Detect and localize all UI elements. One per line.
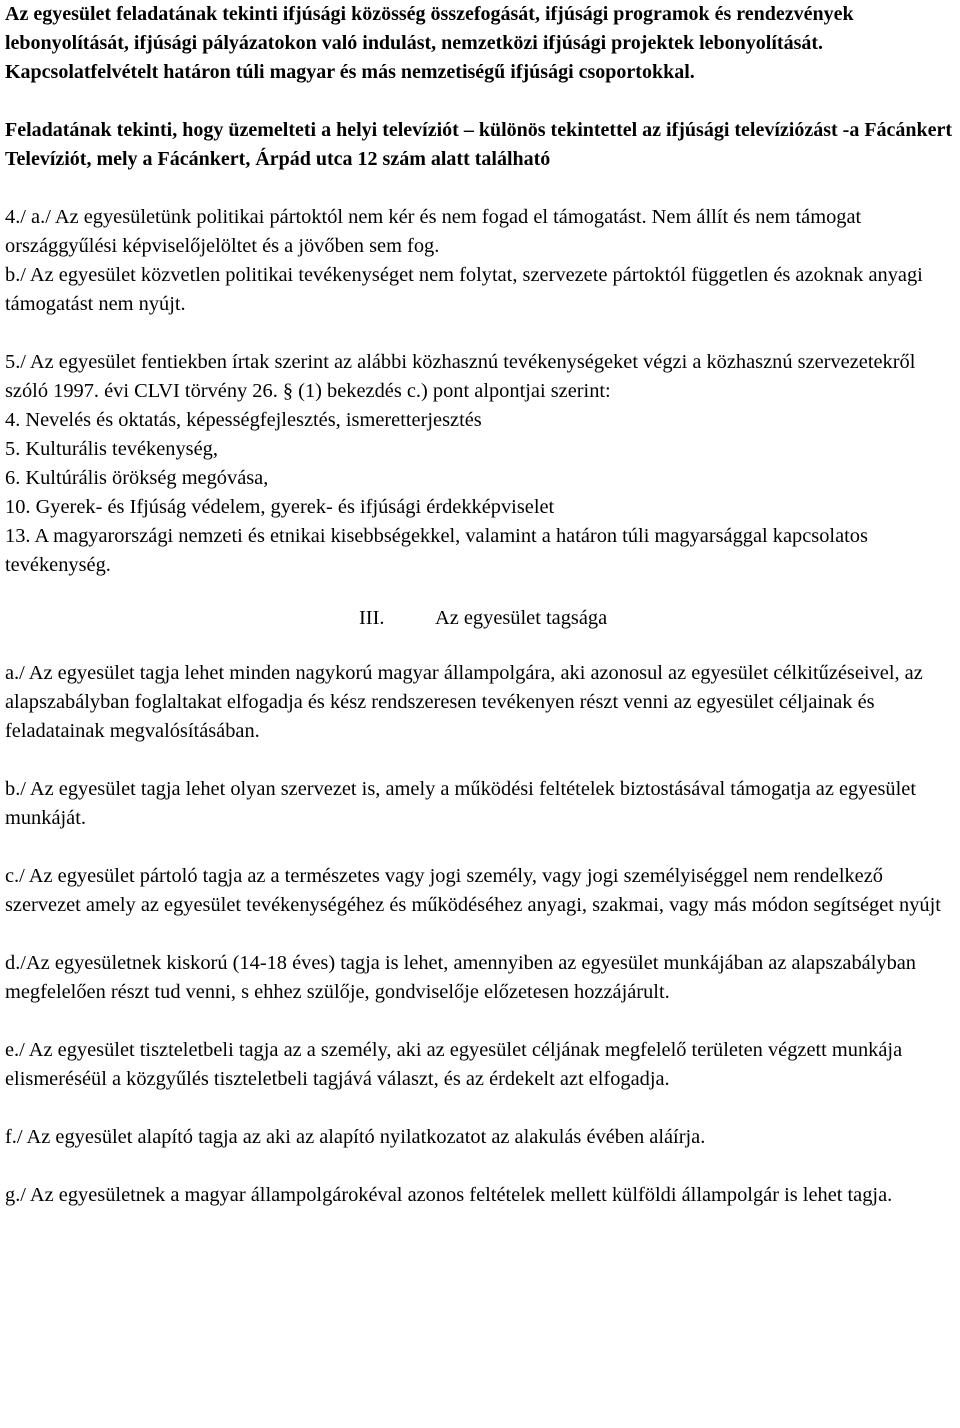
membership-paragraph-g: g./ Az egyesületnek a magyar állampolgárokéval azonos feltételek mellett külföldi állampolgár is lehet tagja.: [5, 1184, 893, 1206]
television-paragraph: Feladatának tekinti, hogy üzemelteti a helyi televíziót – különös tekintettel az ifjúsági televíziózást -a Fácánkert Televíziót, mely a Fácánkert, Árpád utca 12 szám alatt található: [5, 119, 953, 170]
membership-paragraph-a: a./ Az egyesület tagja lehet minden nagykorú magyar állampolgára, aki azonosul az egyesület célkitűzéseivel, az alapszabályban foglaltakat elfogadja és kész rendszeresen tevékenyen részt venni az egyesület céljainak és feladatainak megvalósításában.: [5, 662, 923, 742]
membership-paragraph-d: d./Az egyesületnek kiskorú (14-18 éves) tagja is lehet, amennyiben az egyesület munkájában az alapszabályban megfelelően részt tud venni, s ehhez szülője, gondviselője előzetesen hozzájárult.: [5, 952, 917, 1003]
membership-paragraph-f: f./ Az egyesület alapító tagja az aki az alapító nyilatkozatot az alakulás évében aláírja.: [5, 1126, 706, 1148]
membership-paragraph-c: c./ Az egyesület pártoló tagja az a természetes vagy jogi személy, vagy jogi személyiséggel nem rendelkező szervezet amely az egyesület tevékenységéhez és működéséhez anyagi, szakmai, vagy más módon segítséget nyújt: [5, 865, 941, 916]
list-item: 5. Kulturális tevékenység,: [5, 438, 218, 460]
intro-paragraph: Az egyesület feladatának tekinti ifjúsági közösség összefogását, ifjúsági programok és rendezvények lebonyolítását, ifjúsági pályázatokon való indulást, nemzetközi ifjúsági projektek lebonyolítását. Kapcsolatfelvételt határon túli magyar és más nemzetiségű ifjúsági csoportokkal.: [5, 3, 854, 83]
section-4-b-paragraph: b./ Az egyesület közvetlen politikai tevékenységet nem folytat, szervezete pártoktól független és azoknak anyagi támogatást nem nyújt.: [5, 264, 923, 315]
section-5: [5, 348, 960, 580]
membership-paragraph-b: b./ Az egyesület tagja lehet olyan szervezet is, amely a működési feltételek biztostásával támogatja az egyesület munkáját.: [5, 778, 916, 829]
membership-paragraph-e: e./ Az egyesület tiszteletbeli tagja az a személy, aki az egyesület céljának megfelelő területen végzett munkája elismeréséül a közgyűlés tiszteletbeli tagjává választ, és az érdekelt azt elfogadja.: [5, 1039, 903, 1090]
section-4-a-paragraph: 4./ a./ Az egyesületünk politikai pártoktól nem kér és nem fogad el támogatást. Nem állít és nem támogat országgyűlési képviselőjelöltet és a jövőben sem fog.: [5, 206, 862, 257]
list-item: 10. Gyerek- és Ifjúság védelem, gyerek- és ifjúsági érdekképviselet: [5, 496, 555, 518]
section-title: Az egyesület tagsága: [435, 607, 608, 629]
list-item: 13. A magyarországi nemzeti és etnikai kisebbségekkel, valamint a határon túli magyarsággal kapcsolatos tevékenység.: [5, 525, 868, 576]
section-4: [5, 203, 960, 319]
section-heading: [5, 604, 960, 633]
list-item: 6. Kultúrális örökség megóvása,: [5, 467, 269, 489]
section-5-intro: 5./ Az egyesület fentiekben írtak szerint az alábbi közhasznú tevékenységeket végzi a közhasznú szervezetekről szóló 1997. évi CLVI törvény 26. § (1) bekezdés c.) pont alpontjai szerint:: [5, 351, 916, 402]
list-item: 4. Nevelés és oktatás, képességfejlesztés, ismeretterjesztés: [5, 409, 482, 431]
section-number: III.: [359, 607, 385, 629]
